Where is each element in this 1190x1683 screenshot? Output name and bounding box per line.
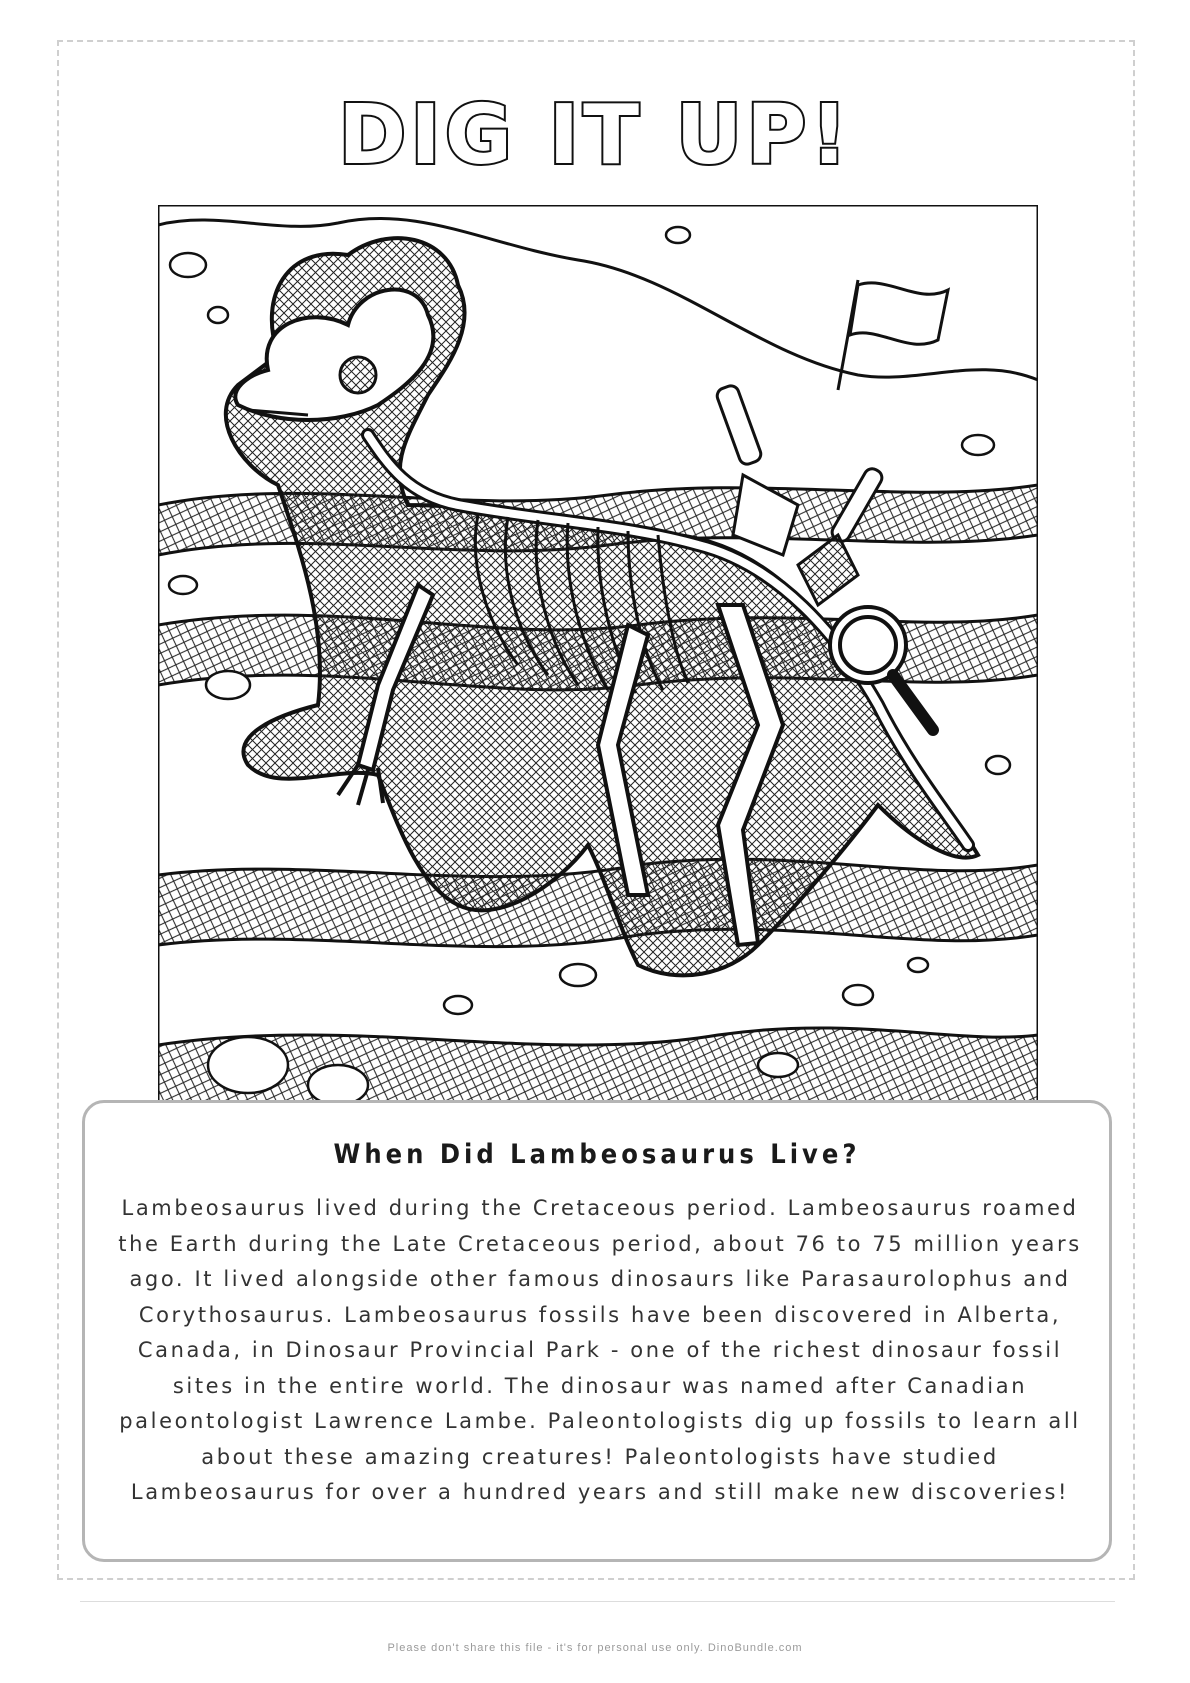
page-title: DIG IT UP! xyxy=(338,88,852,183)
footer-text: Please don't share this file - it's for personal use only. DinoBundle.com xyxy=(387,1642,803,1654)
info-heading: When Did Lambeosaurus Live? xyxy=(333,1139,861,1170)
info-box xyxy=(82,1100,1112,1562)
info-body: Lambeosaurus lived during the Cretaceous period. Lambeosaurus roamed the Earth during the Late Cretaceous period, about 76 to 75 million years ago. It lived alongside other famous dinosaurs like Parasaurolophus and Corythosaurus. Lambeosaurus fossils have been discovered in Alberta, Canada, in Dinosaur Provincial Park - one of the richest dinosaur fossil sites in the entire world. The dinosaur was named after Canadian paleontologist Lawrence Lambe. Paleontologists dig up fossils to learn all about these amazing creatures! Paleontologists have studied Lambeosaurus for over a hundred years and still make new discoveries! xyxy=(118,1196,1082,1504)
footer-divider xyxy=(80,1601,1115,1602)
dinosaur-fossil-dig-illustration xyxy=(158,205,1038,1125)
